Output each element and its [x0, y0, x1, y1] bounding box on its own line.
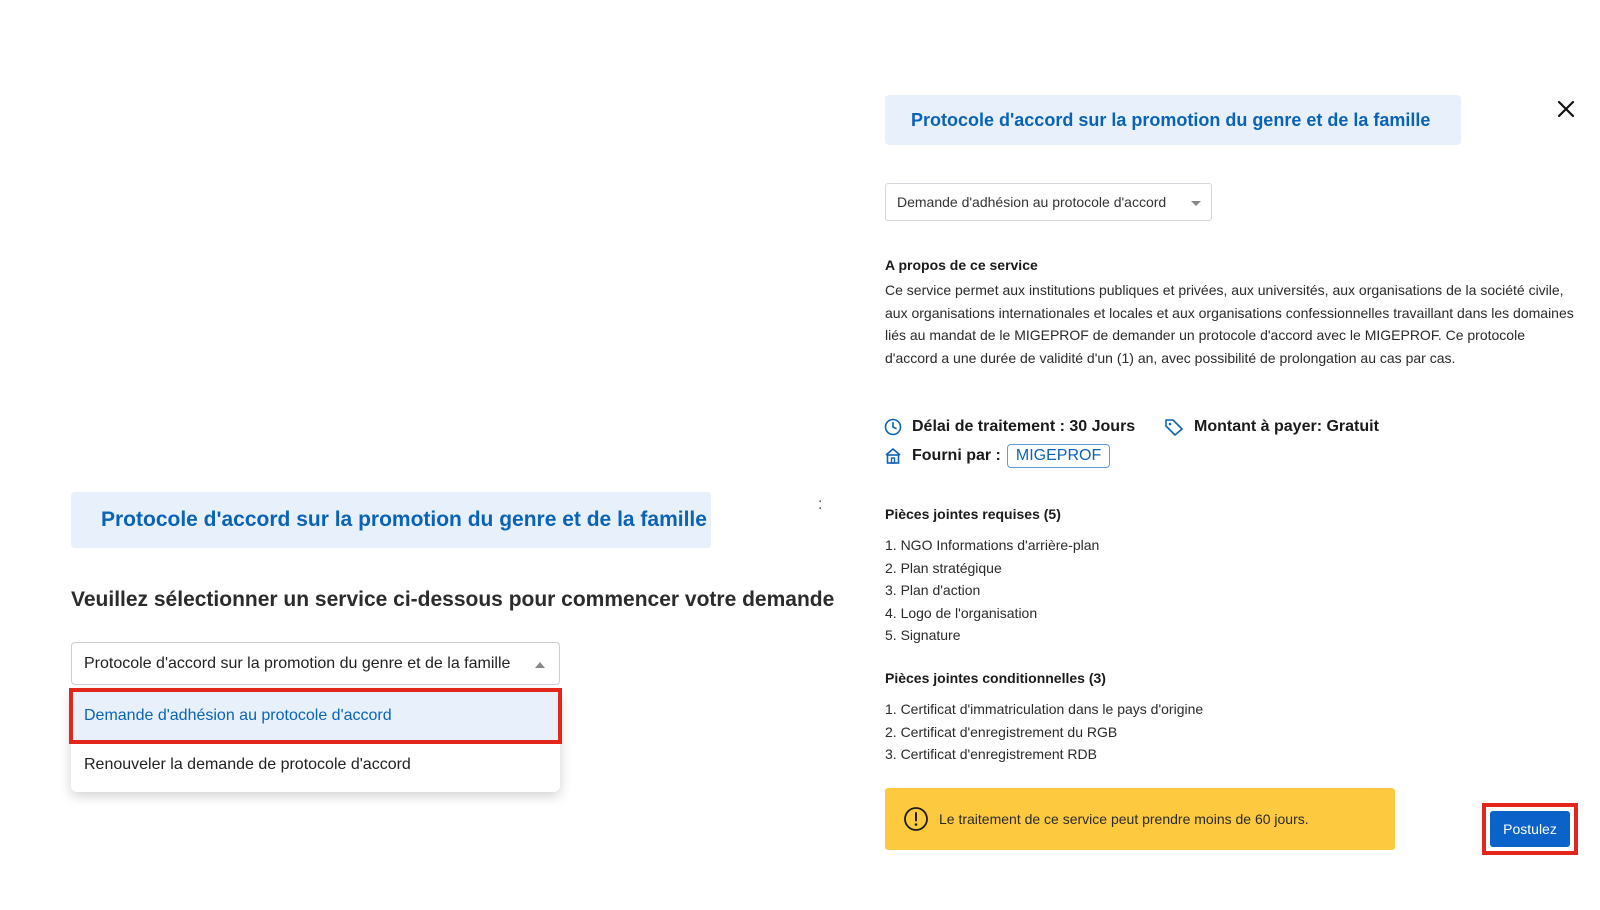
- list-item: 3. Certificat d'enregistrement RDB: [885, 746, 1097, 762]
- conditional-attachments-list: [885, 698, 1203, 766]
- provider-row: [884, 444, 1110, 468]
- apply-highlight-box: [1482, 803, 1578, 855]
- left-service-title-box: [71, 492, 711, 548]
- close-icon: [1555, 98, 1577, 120]
- dropdown-option-adhesion[interactable]: [71, 690, 560, 742]
- service-select[interactable]: [71, 642, 560, 685]
- panel-divider: :: [818, 496, 823, 513]
- chevron-up-icon: [535, 662, 545, 668]
- clock-icon: [884, 418, 902, 436]
- dropdown-option-label: Demande d'adhésion au protocole d'accord: [84, 707, 392, 724]
- processing-time: Délai de traitement : 30 Jours: [912, 418, 1136, 435]
- list-item: 1. NGO Informations d'arrière-plan: [885, 537, 1100, 553]
- list-item: 4. Logo de l'organisation: [885, 604, 1038, 621]
- processing-alert: [885, 788, 1395, 850]
- about-service-title: A propos de ce service: [885, 257, 1038, 273]
- about-service-text: Ce service permet aux institutions publiques et privées, aux universités, aux organisations de la société civile, aux organisations internationales et locales et aux organisations confessionnelles travaillant dans les domaines liés au mandat de le MIGEPROF de demander un protocole d'accord avec le MIGEPROF. Ce protocole d'accord a une durée de validité d'un (1) an, avec possibilité de prolongation au cas par cas.: [885, 282, 1574, 366]
- list-item: 1. Certificat d'immatriculation dans le pays d'origine: [885, 701, 1204, 717]
- sub-service-select-value: Demande d'adhésion au protocole d'accord: [897, 194, 1167, 210]
- service-select-value: Protocole d'accord sur la promotion du genre et de la famille: [84, 654, 511, 672]
- amount-row: [1164, 418, 1379, 436]
- provided-by-label: Fourni par :: [912, 447, 1001, 464]
- select-service-instruction: Veuillez sélectionner un service ci-dessous pour commencer votre demande: [71, 588, 835, 611]
- dropdown-option-renew[interactable]: [71, 742, 560, 788]
- service-dropdown-menu: [71, 690, 560, 792]
- sub-service-select[interactable]: [885, 183, 1212, 221]
- dropdown-option-label: Renouveler la demande de protocole d'accord: [84, 756, 411, 773]
- conditional-attachments-title: Pièces jointes conditionnelles (3): [885, 670, 1106, 686]
- required-attachments-title: Pièces jointes requises (5): [885, 506, 1061, 522]
- right-service-title-box: [885, 95, 1461, 145]
- processing-time-row: [884, 418, 1135, 436]
- building-icon: [884, 447, 902, 465]
- exclamation-circle-icon: [903, 806, 929, 832]
- apply-button[interactable]: Postulez: [1490, 811, 1570, 847]
- left-service-title: Protocole d'accord sur la promotion du genre et de la famille: [101, 508, 707, 531]
- close-button[interactable]: [1555, 98, 1577, 120]
- list-item: 2. Certificat d'enregistrement du RGB: [885, 723, 1118, 740]
- alert-text: Le traitement de ce service peut prendre moins de 60 jours.: [939, 811, 1309, 827]
- required-attachments-list: [885, 534, 1099, 647]
- list-item: 5. Signature: [885, 627, 961, 643]
- list-item: 2. Plan stratégique: [885, 559, 1002, 576]
- tag-icon: [1164, 418, 1184, 436]
- provider-tag[interactable]: MIGEPROF: [1007, 444, 1110, 468]
- right-service-title: Protocole d'accord sur la promotion du genre et de la famille: [911, 109, 1431, 130]
- amount-to-pay: Montant à payer: Gratuit: [1194, 418, 1379, 435]
- list-item: 3. Plan d'action: [885, 582, 981, 598]
- chevron-down-icon: [1191, 201, 1201, 206]
